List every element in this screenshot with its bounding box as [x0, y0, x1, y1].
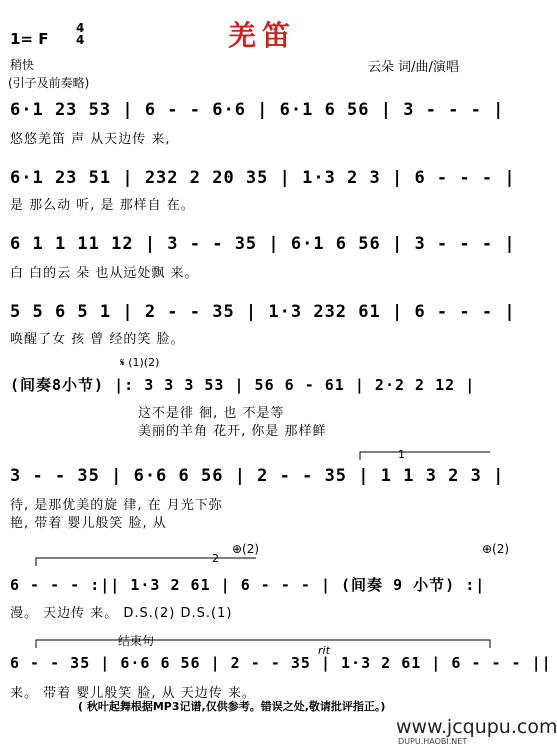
lyric-row-5a: 这不是徘 徊, 也 不是等 [138, 406, 285, 421]
ending-label: 结束句 [118, 634, 155, 648]
lyric-row-6a: 待, 是那优美的旋 律, 在 月光下弥 [10, 498, 223, 513]
lyric-row-6b: 艳, 带着 婴儿般笑 脸, 从 [10, 516, 167, 531]
volta-1-bracket [360, 452, 490, 460]
coda-mark-1: ⊕(2) [232, 542, 260, 556]
song-title: 羌笛 [227, 19, 296, 52]
notation-row-7: 6 - - - :|| 1·3 2 61 | 6 - - - | (间奏 9 小节) :| [10, 576, 486, 594]
lyric-row-4: 唤醒了女 孩 曾 经的笑 脸。 [10, 332, 185, 347]
lyric-row-1: 悠悠羌笛 声 从天边传 来, [10, 132, 171, 147]
lyric-row-5b: 美丽的羊角 花开, 你是 那样鲜 [138, 424, 327, 439]
notation-row-3: 6 1 1 11 12 | 3 - - 35 | 6·1 6 56 | 3 - - - | [10, 234, 516, 254]
watermark-sub: DUPU.HAOBI.NET [398, 737, 468, 746]
notation-row-5: (间奏8小节) |: 3 3 3 53 | 56 6 - 61 | 2·2 2 12 | [10, 376, 476, 394]
key-signature: 1= F [10, 30, 49, 48]
time-sig-bottom: 4 [76, 33, 85, 47]
lyric-row-7: 漫。 天边传 来。 D.S.(2) D.S.(1) [10, 606, 233, 621]
credit-line: 云朵 词/曲/演唱 [368, 60, 459, 75]
coda-mark-2: ⊕(2) [482, 542, 510, 556]
notation-row-1: 6·1 23 53 | 6 - - 6·6 | 6·1 6 56 | 3 - - - | [10, 100, 505, 120]
volta-2-bracket [36, 558, 256, 566]
notation-row-4: 5 5 6 5 1 | 2 - - 35 | 1·3 232 61 | 6 - - - | [10, 302, 516, 322]
notation-row-8: 6 - - 35 | 6·6 6 56 | 2 - - 35 | 1·3 2 61 | 6 - - - || [10, 654, 552, 672]
lyric-row-8: 来。 带着 婴儿般笑 脸, 从 天边传 来。 [10, 686, 256, 701]
rit-mark: rit [318, 644, 330, 657]
notation-row-6: 3 - - 35 | 6·6 6 56 | 2 - - 35 | 1 1 3 2 3 | [10, 466, 505, 486]
segno-mark: 𝄋 (1)(2) [120, 356, 160, 369]
lyric-row-3: 白 白的云 朵 也从远处飘 来。 [10, 266, 199, 281]
notation-row-2: 6·1 23 51 | 232 2 20 35 | 1·3 2 3 | 6 - - - | [10, 168, 516, 188]
lyric-row-2: 是 那么动 听, 是 那样自 在。 [10, 198, 195, 213]
intro-note: (引子及前奏略) [8, 76, 90, 90]
watermark: www.jcqupu.com [396, 716, 557, 738]
volta-2-label: 2 [212, 552, 219, 565]
ending-bracket [36, 640, 490, 648]
tempo-mark: 稍快 [10, 58, 35, 72]
transcriber-note: ( 秋叶起舞根据MP3记谱,仅供参考。错误之处,敬请批评指正。) [78, 700, 386, 713]
time-sig-top: 4 [76, 21, 85, 35]
volta-1-label: 1 [398, 448, 405, 461]
